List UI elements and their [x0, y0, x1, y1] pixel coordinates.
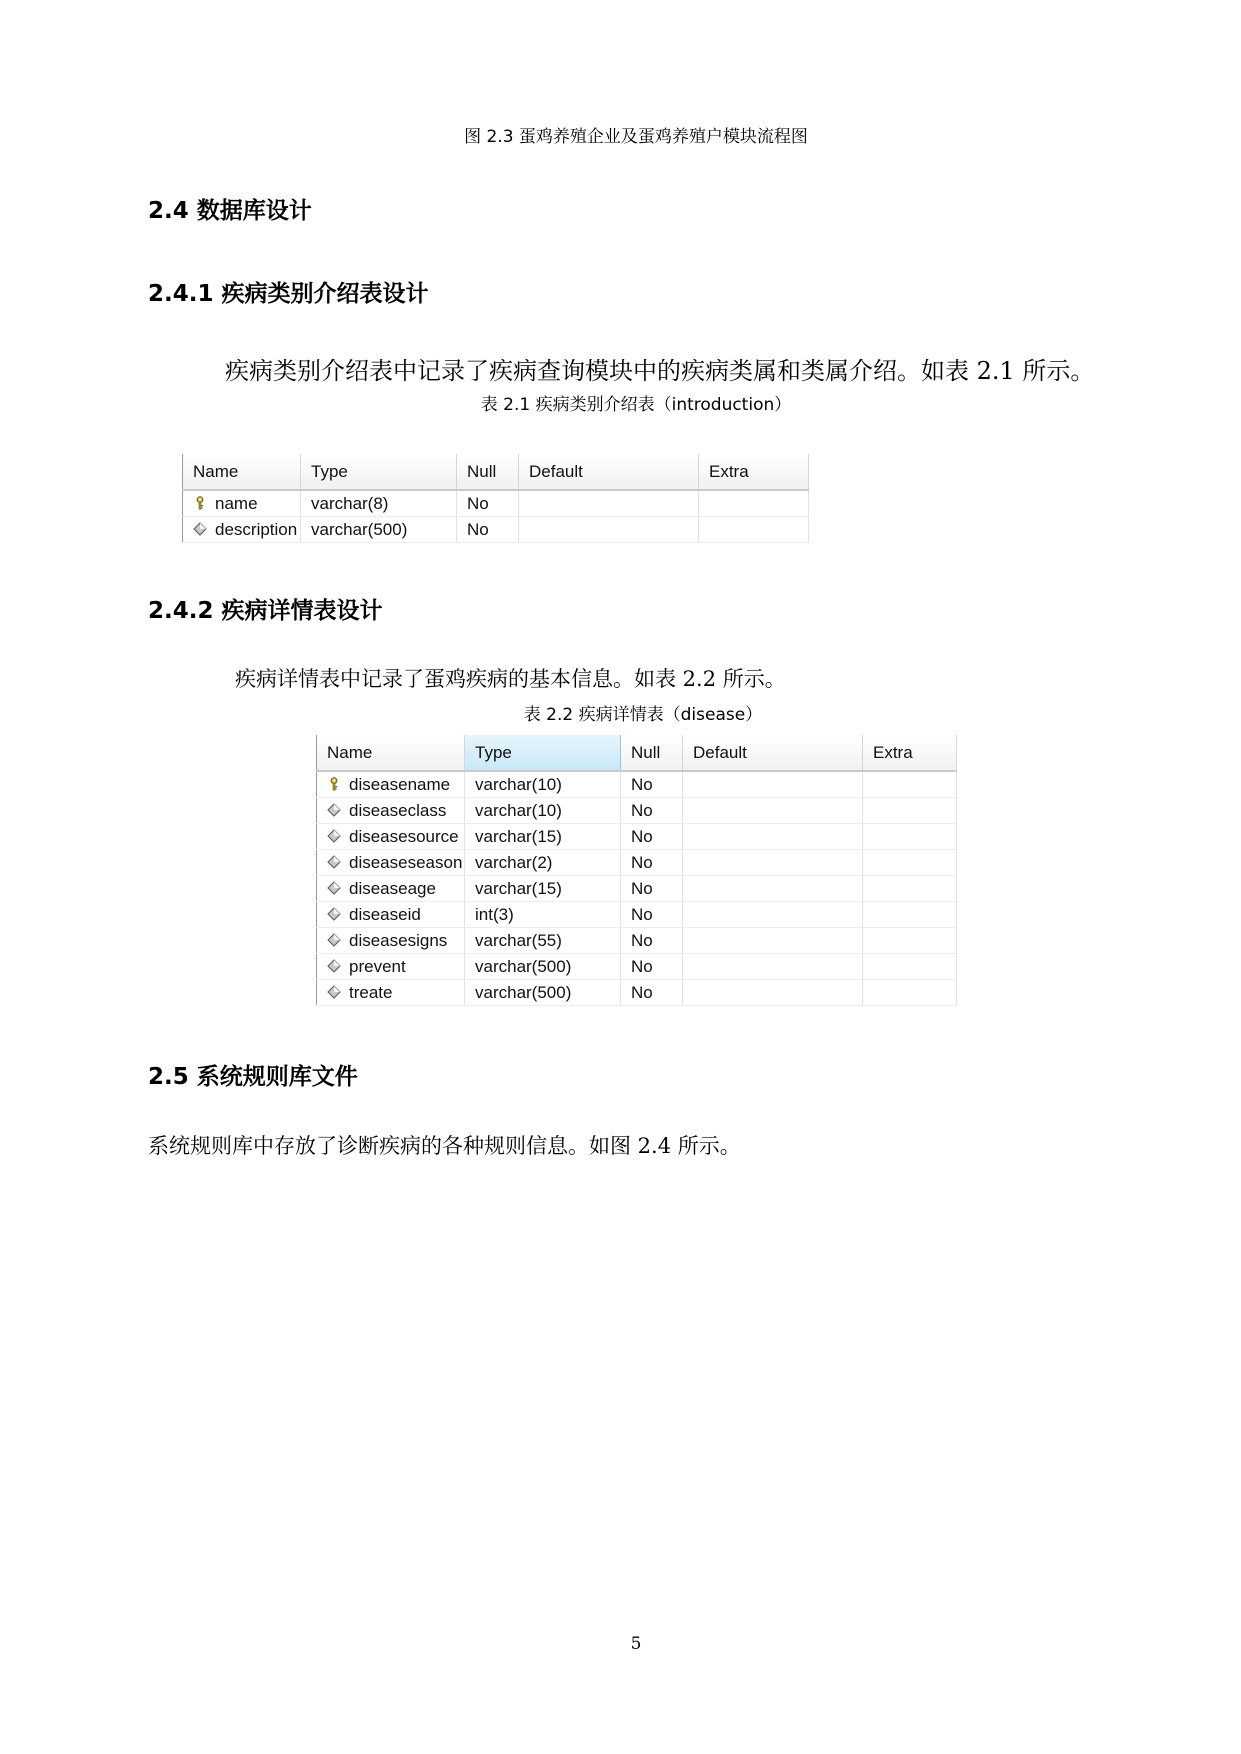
field-type-cell: varchar(55) [465, 928, 621, 954]
field-null-cell: No [621, 824, 683, 850]
table-row[interactable] [183, 517, 809, 543]
field-name-cell [317, 771, 465, 798]
table-row[interactable] [317, 876, 957, 902]
key-icon [193, 495, 207, 509]
section-heading-2-5: 2.5 系统规则库文件 [148, 1064, 358, 1090]
field-default-cell [683, 928, 863, 954]
field-null-cell: No [621, 954, 683, 980]
field-default-cell [683, 798, 863, 824]
section-paragraph-2-4-1: 疾病类别介绍表中记录了疾病查询模块中的疾病类属和类属介绍。如表 2.1 所示。 [225, 357, 1095, 385]
field-name-label: treate [349, 982, 393, 1002]
field-name-label: diseasesource [349, 826, 459, 846]
field-extra-cell [863, 876, 957, 902]
column-header-extra[interactable]: Extra [863, 735, 957, 771]
field-null-cell: No [621, 798, 683, 824]
section-heading-2-4-2: 2.4.2 疾病详情表设计 [148, 598, 383, 624]
field-extra-cell [699, 490, 809, 517]
field-name-cell [317, 876, 465, 902]
field-name-label: prevent [349, 956, 406, 976]
field-default-cell [683, 902, 863, 928]
field-default-cell [683, 771, 863, 798]
table-row[interactable] [317, 798, 957, 824]
field-name-label: diseasesigns [349, 930, 448, 950]
field-name-label: diseasename [349, 774, 451, 794]
table-row[interactable] [317, 850, 957, 876]
field-name-label: description [215, 519, 298, 539]
field-default-cell [683, 824, 863, 850]
table-row[interactable] [317, 771, 957, 798]
table-header-row [183, 454, 809, 490]
key-icon [327, 776, 341, 790]
table-row[interactable] [317, 824, 957, 850]
field-icon [327, 854, 341, 868]
field-name-cell [317, 928, 465, 954]
column-header-null[interactable]: Null [621, 735, 683, 771]
field-name-cell [317, 798, 465, 824]
column-header-type[interactable]: Type [301, 454, 457, 490]
column-header-type[interactable]: Type [465, 735, 621, 771]
field-type-cell: varchar(8) [301, 490, 457, 517]
field-null-cell: No [621, 771, 683, 798]
column-header-extra[interactable]: Extra [699, 454, 809, 490]
field-default-cell [683, 850, 863, 876]
field-type-cell: varchar(500) [301, 517, 457, 543]
section-heading-2-4-1: 2.4.1 疾病类别介绍表设计 [148, 281, 429, 307]
page-number: 5 [630, 1634, 642, 1654]
table-row[interactable] [317, 954, 957, 980]
table-row[interactable] [317, 928, 957, 954]
field-null-cell: No [621, 928, 683, 954]
field-extra-cell [863, 798, 957, 824]
field-type-cell: int(3) [465, 902, 621, 928]
field-name-cell [317, 850, 465, 876]
field-name-label: name [215, 493, 258, 513]
field-type-cell: varchar(500) [465, 980, 621, 1006]
field-icon [327, 802, 341, 816]
field-default-cell [519, 490, 699, 517]
field-extra-cell [863, 980, 957, 1006]
field-name-cell [183, 490, 301, 517]
field-name-label: diseaseid [349, 904, 421, 924]
field-type-cell: varchar(2) [465, 850, 621, 876]
field-extra-cell [863, 928, 957, 954]
column-header-name[interactable]: Name [317, 735, 465, 771]
table-row[interactable] [317, 980, 957, 1006]
field-default-cell [683, 876, 863, 902]
field-default-cell [683, 954, 863, 980]
field-name-label: diseaseseason [349, 852, 463, 872]
field-icon [327, 906, 341, 920]
field-type-cell: varchar(15) [465, 876, 621, 902]
field-null-cell: No [621, 850, 683, 876]
field-icon [193, 521, 207, 535]
field-null-cell: No [457, 490, 519, 517]
field-icon [327, 984, 341, 998]
section-heading-2-4: 2.4 数据库设计 [148, 198, 312, 224]
field-null-cell: No [457, 517, 519, 543]
field-null-cell: No [621, 980, 683, 1006]
table-row[interactable] [183, 490, 809, 517]
field-type-cell: varchar(15) [465, 824, 621, 850]
field-name-label: diseaseage [349, 878, 436, 898]
field-default-cell [683, 980, 863, 1006]
section-paragraph-2-5: 系统规则库中存放了诊断疾病的各种规则信息。如图 2.4 所示。 [148, 1134, 741, 1158]
field-icon [327, 880, 341, 894]
field-name-cell [183, 517, 301, 543]
column-header-default[interactable]: Default [519, 454, 699, 490]
field-icon [327, 958, 341, 972]
column-header-null[interactable]: Null [457, 454, 519, 490]
field-extra-cell [699, 517, 809, 543]
field-type-cell: varchar(500) [465, 954, 621, 980]
field-type-cell: varchar(10) [465, 771, 621, 798]
table-header-row [317, 735, 957, 771]
column-header-name[interactable]: Name [183, 454, 301, 490]
field-extra-cell [863, 771, 957, 798]
field-name-cell [317, 824, 465, 850]
section-paragraph-2-4-2: 疾病详情表中记录了蛋鸡疾病的基本信息。如表 2.2 所示。 [235, 667, 786, 691]
field-default-cell [519, 517, 699, 543]
table-caption-2-1: 表 2.1 疾病类别介绍表（introduction） [480, 395, 792, 415]
field-name-cell [317, 902, 465, 928]
field-type-cell: varchar(10) [465, 798, 621, 824]
field-icon [327, 828, 341, 842]
field-null-cell: No [621, 876, 683, 902]
field-icon [327, 932, 341, 946]
field-name-label: diseaseclass [349, 800, 447, 820]
disease-table [316, 735, 957, 1006]
table-row[interactable] [317, 902, 957, 928]
field-null-cell: No [621, 902, 683, 928]
field-name-cell [317, 980, 465, 1006]
introduction-table [182, 454, 809, 543]
figure-caption: 图 2.3 蛋鸡养殖企业及蛋鸡养殖户模块流程图 [464, 127, 808, 147]
field-extra-cell [863, 902, 957, 928]
field-extra-cell [863, 824, 957, 850]
table-caption-2-2: 表 2.2 疾病详情表（disease） [523, 705, 763, 725]
field-extra-cell [863, 954, 957, 980]
field-name-cell [317, 954, 465, 980]
column-header-default[interactable]: Default [683, 735, 863, 771]
field-extra-cell [863, 850, 957, 876]
